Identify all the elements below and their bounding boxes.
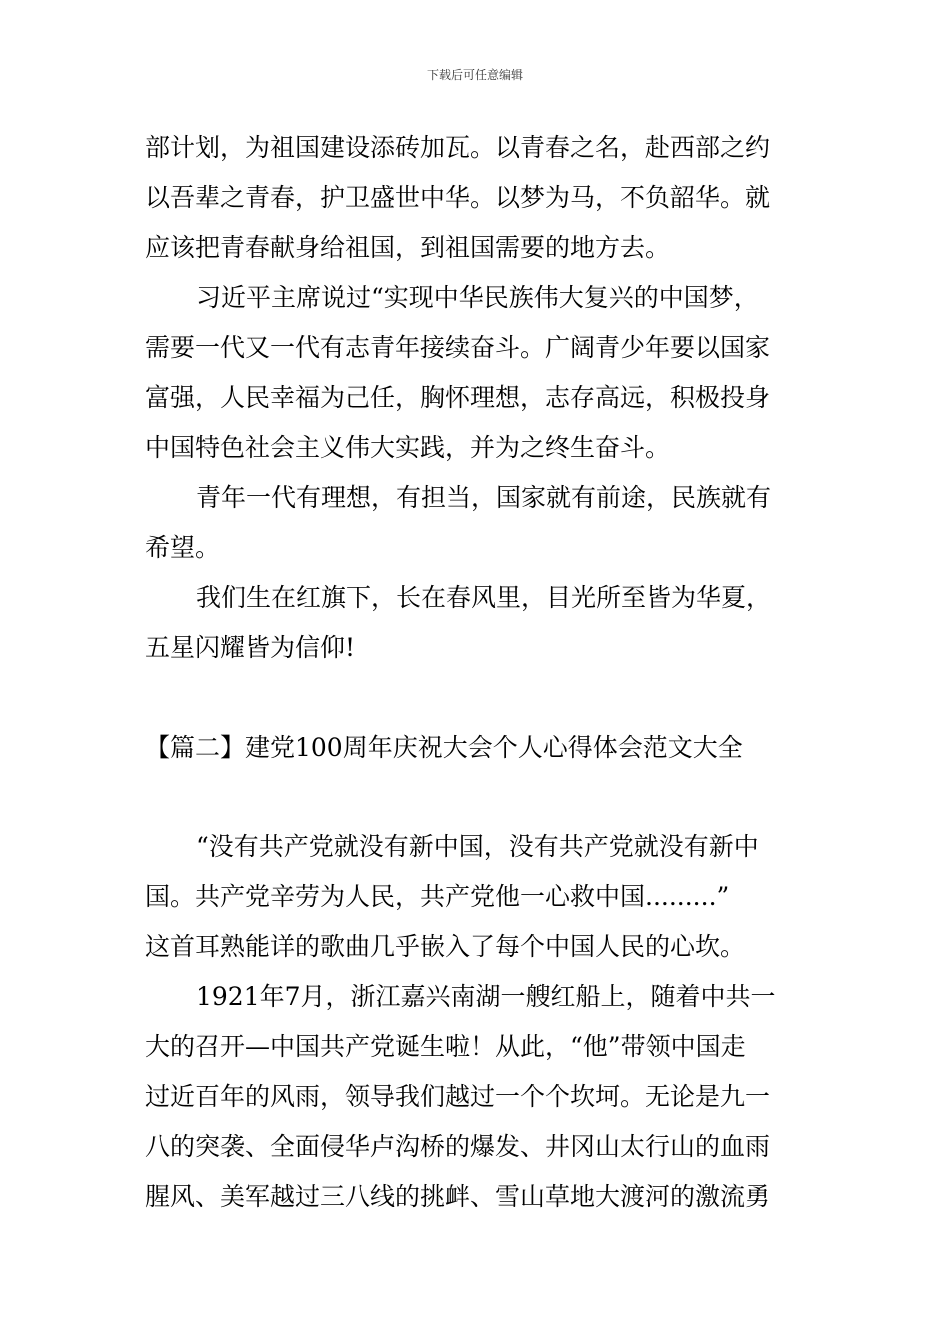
text-line: 富强，人民幸福为己任，胸怀理想，志存高远，积极投身 — [145, 383, 771, 412]
text-line: 国。共产党辛劳为人民，共产党他一心救中国.........” — [145, 882, 730, 911]
text-line: 青年一代有理想，有担当，国家就有前途，民族就有 — [196, 483, 772, 512]
page-header: 下载后可任意编辑 — [426, 68, 523, 82]
text-line: “没有共产党就没有新中国，没有共产党就没有新中 — [196, 832, 759, 861]
text-line: 中国特色社会主义伟大实践，并为之终生奋斗。 — [145, 433, 671, 462]
text-line: 过近百年的风雨，领导我们越过一个个坎坷。无论是九一 — [145, 1082, 771, 1111]
text-line: 五星闪耀皆为信仰! — [145, 633, 356, 662]
text-line: 部计划，为祖国建设添砖加瓦。以青春之名，赴西部之约 — [145, 133, 771, 162]
section-heading: 【篇二】建党100周年庆祝大会个人心得体会范文大全 — [145, 733, 743, 762]
text-line: 以吾辈之青春，护卫盛世中华。以梦为马，不负韶华。就 — [145, 183, 771, 212]
text-line: 大的召开—中国共产党诞生啦！从此，“他”带领中国走 — [145, 1032, 746, 1061]
text-line: 1921年7月，浙江嘉兴南湖一艘红船上，随着中共一 — [196, 982, 776, 1011]
text-line: 我们生在红旗下，长在春风里，目光所至皆为华夏， — [196, 583, 772, 612]
text-line: 应该把青春献身给祖国，到祖国需要的地方去。 — [145, 233, 671, 262]
text-line: 需要一代又一代有志青年接续奋斗。广阔青少年要以国家 — [145, 333, 771, 362]
text-line: 腥风、美军越过三八线的挑衅、雪山草地大渡河的激流勇 — [145, 1182, 771, 1211]
text-line: 这首耳熟能详的歌曲几乎嵌入了每个中国人民的心坎。 — [145, 932, 746, 961]
text-line: 八的突袭、全面侵华卢沟桥的爆发、井冈山太行山的血雨 — [145, 1132, 771, 1161]
text-line: 习近平主席说过“实现中华民族伟大复兴的中国梦， — [196, 283, 759, 312]
text-line: 希望。 — [145, 533, 221, 562]
